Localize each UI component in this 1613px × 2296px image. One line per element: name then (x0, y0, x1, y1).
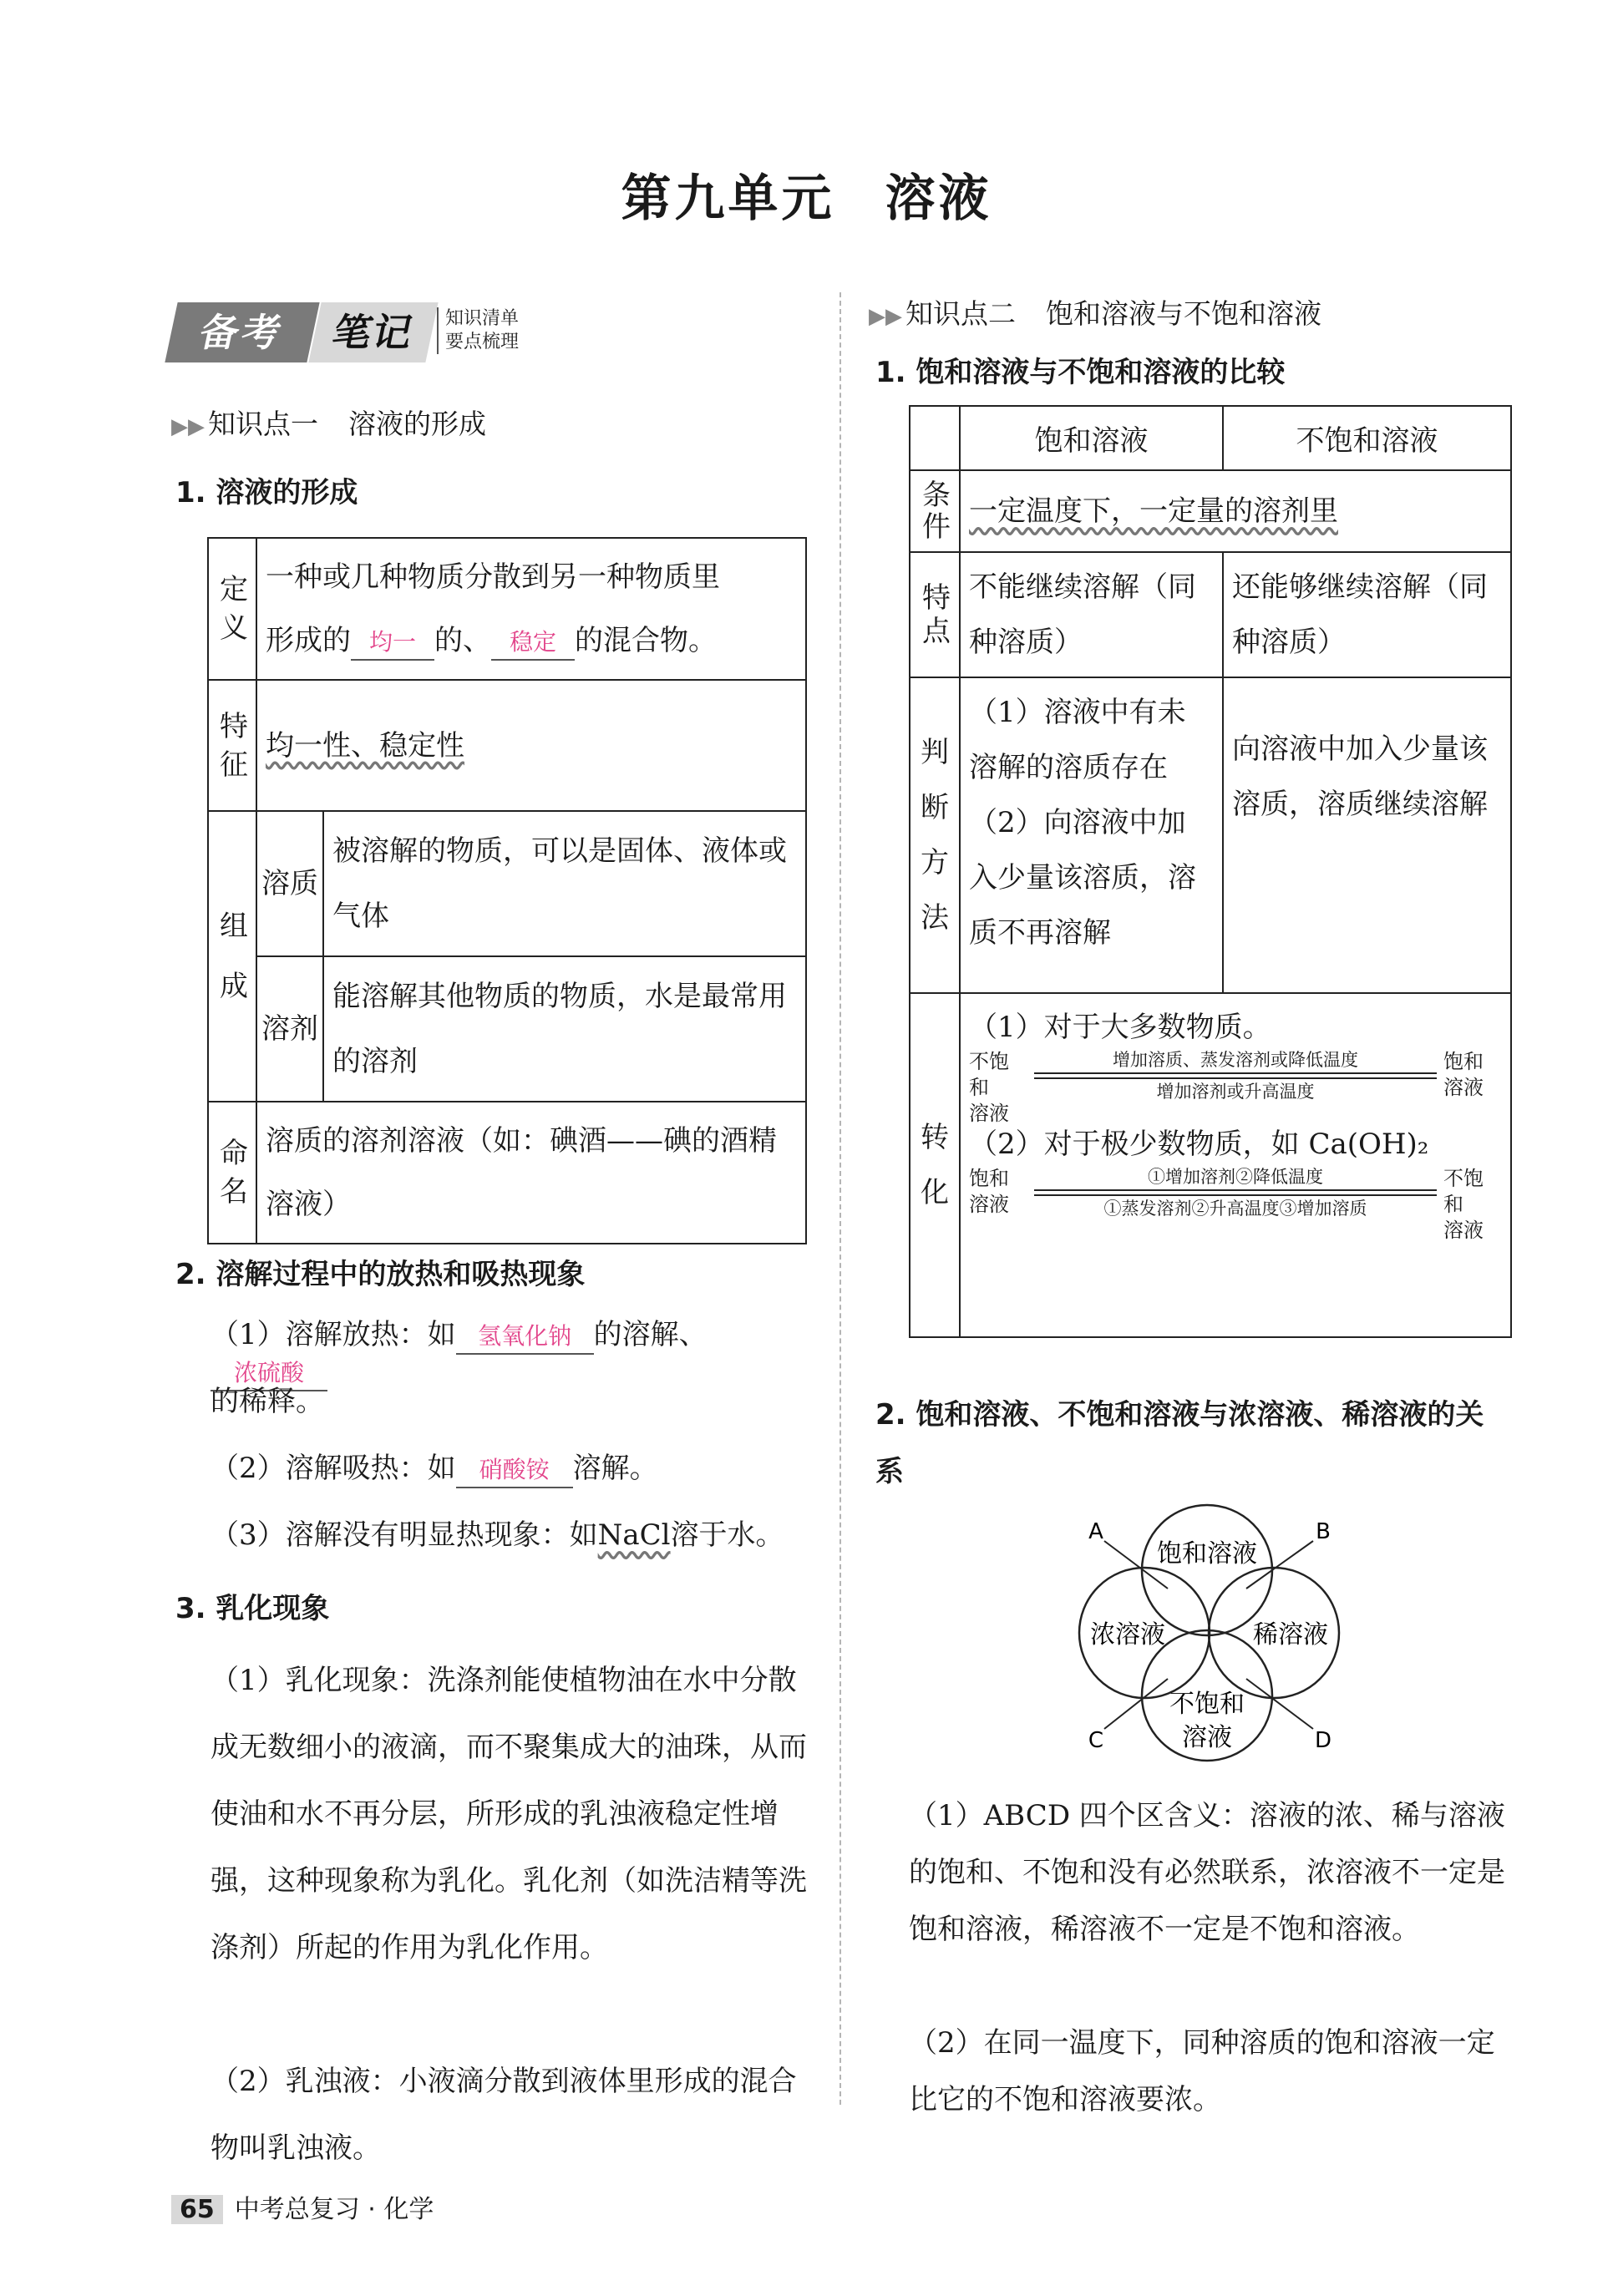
solution-formation-table (207, 537, 807, 1244)
section-heading: 1. 饱和溶液与不饱和溶液的比较 (875, 356, 1286, 389)
naming-text: 溶质的溶剂溶液（如：碘酒——碘的酒精溶液） (256, 1102, 806, 1244)
notes-badge (171, 294, 535, 369)
title-topic: 溶液 (885, 170, 992, 228)
blank-uniform: 均一 (351, 626, 434, 661)
venn-diagram (1078, 1495, 1370, 1779)
header-unsaturated: 不饱和溶液 (1223, 406, 1511, 470)
exothermic-line-2: 的稀释。 (211, 1385, 324, 1418)
column-divider (839, 292, 841, 2105)
row-label-definition: 定义 (208, 538, 256, 680)
section-heading: 3. 乳化现象 (175, 1592, 330, 1625)
badge-tag2: 要点梳理 (445, 332, 520, 352)
exothermic-line: （1）溶解放热：如 氢氧化钠 的溶解、浓硫酸 (211, 1318, 812, 1391)
definition-cell: 一种或几种物质分散到另一种物质里 形成的 均一 的、 稳定 的混合物。 (256, 538, 806, 680)
feature-cell: 均一性、稳定性 (256, 680, 806, 811)
page-footer (171, 2188, 434, 2225)
judge-unsaturated: 向溶液中加入少量该溶质，溶质继续溶解 (1223, 677, 1511, 993)
venn-concentrated: 浓溶液 (1090, 1620, 1165, 1650)
blank-stable: 稳定 (491, 626, 575, 661)
conversion-cell: （1）对于大多数物质。 不饱和 溶液 增加溶质、蒸发溶剂或降低温度 增加溶剂或升高温度 饱和 溶液 （2）对于极少数物质，如 Ca(OH)₂ 饱和 溶液 ①增加溶剂②降低温度 ①蒸发溶剂②升高温度③增加溶质 不饱和 溶液 (960, 993, 1511, 1337)
double-arrow-icon: ▶▶ (171, 414, 205, 439)
solvent-label: 溶剂 (256, 956, 323, 1102)
condition-text: 一定温度下，一定量的溶剂里 (960, 470, 1511, 552)
venn-unsaturated-2: 溶液 (1182, 1723, 1232, 1752)
conversion-arrow-2: 饱和 溶液 ①增加溶剂②降低温度 ①蒸发溶剂②升高温度③增加溶质 不饱和 溶液 (969, 1167, 1484, 1242)
badge-tags (437, 307, 544, 354)
row-label-naming: 命名 (208, 1102, 256, 1244)
emulsification-paragraph: （1）乳化现象：洗涤剂能使植物油在水中分散成无数细小的液滴，而不聚集成大的油珠，从而使油和水不再分层，所形成的乳浊液稳定性增强，这种现象称为乳化。乳化剂（如洗洁精等洗涤剂）所起的作用为乳化作用。 (211, 1664, 807, 1964)
venn-saturated: 饱和溶液 (1157, 1539, 1257, 1569)
venn-label-c: C (1088, 1728, 1104, 1753)
blank-naoh: 氢氧化钠 (456, 1320, 594, 1355)
blank-sulfuric-acid: 浓硫酸 (211, 1356, 327, 1391)
conversion-arrow-1: 不饱和 溶液 增加溶质、蒸发溶剂或降低温度 增加溶剂或升高温度 饱和 溶液 (969, 1050, 1484, 1125)
badge-main: 备考 (165, 302, 319, 362)
title-unit: 第九单元 (621, 170, 835, 228)
judge-saturated: （1）溶液中有未溶解的溶质存在（2）向溶液中加入少量该溶质，溶质不再溶解 (960, 677, 1223, 993)
row-label-condition: 条件 (910, 470, 960, 552)
section-heading: 2. 饱和溶液、不饱和溶液与浓溶液、稀溶液的关系 (875, 1398, 1484, 1488)
double-arrow-icon: ▶▶ (869, 304, 902, 329)
page-number: 65 (171, 2195, 223, 2224)
venn-label-a: A (1088, 1519, 1103, 1544)
kp1-heading: ▶▶ 知识点一 溶液的形成 (171, 408, 486, 440)
abcd-paragraph: （1）ABCD 四个区含义：溶液的浓、稀与溶液的饱和、不饱和没有必然联系，浓溶液不一定是饱和溶液，稀溶液不一定是不饱和溶液。 (909, 1799, 1505, 1946)
header-saturated: 饱和溶液 (960, 406, 1223, 470)
venn-dilute: 稀溶液 (1253, 1620, 1328, 1650)
no-heat-line: （3）溶解没有明显热现象：如NaCl溶于水。 (211, 1518, 784, 1552)
row-label-composition: 组成 (208, 811, 256, 1102)
badge-sub: 笔记 (308, 302, 438, 362)
section-heading: 1. 溶液的形成 (175, 476, 358, 509)
badge-tag1: 知识清单 (445, 308, 520, 329)
kp2-heading: ▶▶ 知识点二 饱和溶液与不饱和溶液 (869, 297, 1321, 330)
solute-label: 溶质 (256, 811, 323, 956)
emulsion-paragraph: （2）乳浊液：小液滴分散到液体里形成的混合物叫乳浊液。 (211, 2065, 797, 2165)
feature-saturated: 不能继续溶解（同种溶质） (960, 552, 1223, 677)
solute-text: 被溶解的物质，可以是固体、液体或气体 (323, 811, 806, 956)
temperature-paragraph: （2）在同一温度下，同种溶质的饱和溶液一定比它的不饱和溶液要浓。 (909, 2026, 1495, 2116)
endothermic-line: （2）溶解吸热：如 硝酸铵 溶解。 (211, 1452, 658, 1488)
venn-unsaturated-1: 不饱和 (1169, 1690, 1245, 1719)
venn-label-b: B (1316, 1519, 1331, 1544)
page-title (0, 159, 1613, 231)
row-label-feature: 特点 (910, 552, 960, 677)
feature-unsaturated: 还能够继续溶解（同种溶质） (1223, 552, 1511, 677)
blank-ammonium-nitrate: 硝酸铵 (456, 1453, 573, 1488)
row-label-conversion: 转化 (910, 993, 960, 1337)
venn-label-d: D (1314, 1728, 1332, 1753)
solvent-text: 能溶解其他物质的物质，水是最常用的溶剂 (323, 956, 806, 1102)
section-heading: 2. 溶解过程中的放热和吸热现象 (175, 1258, 586, 1291)
saturation-comparison-table (909, 405, 1512, 1338)
row-label-feature: 特征 (208, 680, 256, 811)
book-title: 中考总复习 · 化学 (234, 2195, 434, 2224)
row-label-judgement: 判断方法 (910, 677, 960, 993)
